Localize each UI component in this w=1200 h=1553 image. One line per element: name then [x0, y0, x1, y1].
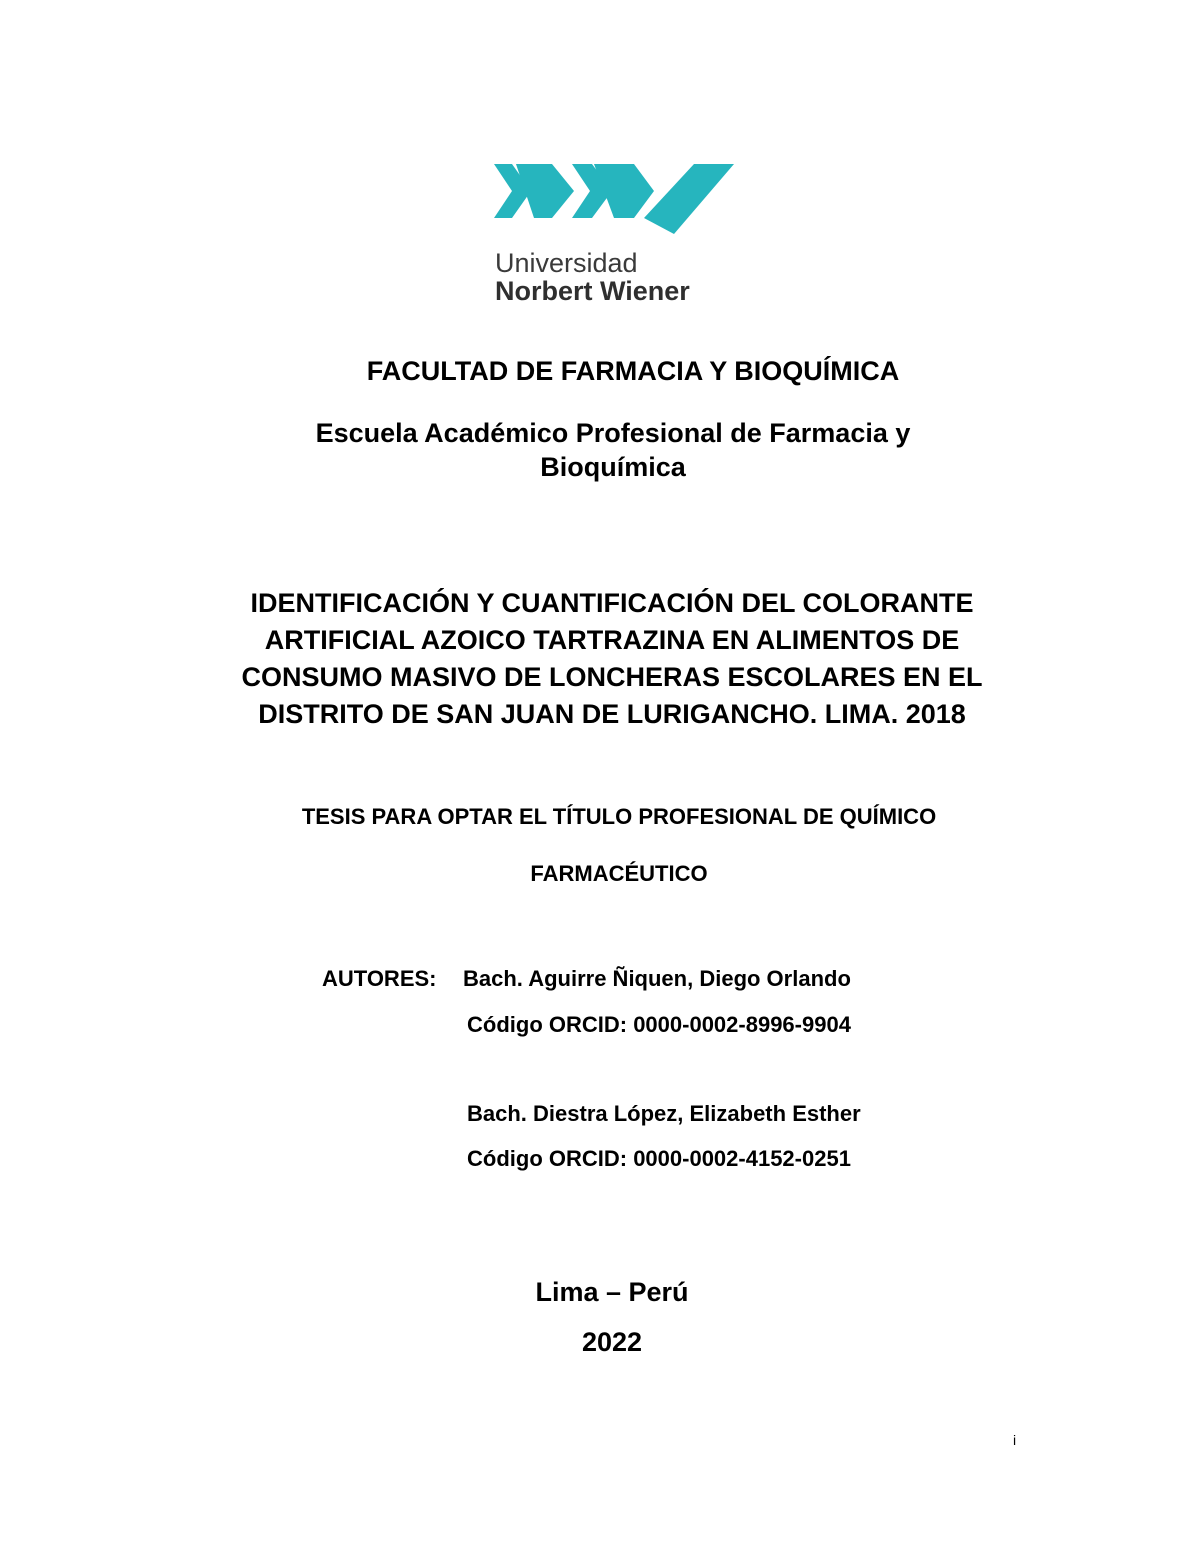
thesis-title	[12, 585, 1200, 733]
author-1-name: Bach. Aguirre Ñiquen, Diego Orlando	[463, 966, 851, 991]
thesis-title-line-3: CONSUMO MASIVO DE LONCHERAS ESCOLARES EN EL	[241, 662, 983, 692]
logo-shape-5	[644, 164, 734, 234]
school-heading	[13, 416, 1200, 484]
year: 2022	[581, 1327, 643, 1357]
authors-label: AUTORES:	[322, 966, 437, 991]
author-1-orcid: Código ORCID: 0000-0002-8996-9904	[467, 1012, 851, 1037]
logo-text-norbert-wiener: Norbert Wiener	[495, 276, 690, 306]
page-number: i	[1013, 1432, 1017, 1448]
university-logo	[474, 134, 751, 319]
faculty-heading: FACULTAD DE FARMACIA Y BIOQUÍMICA	[366, 356, 900, 386]
degree-line-1: TESIS PARA OPTAR EL TÍTULO PROFESIONAL DE QUÍMICO	[301, 804, 937, 829]
logo-graphic	[474, 134, 751, 319]
thesis-title-line-1: IDENTIFICACIÓN Y CUANTIFICACIÓN DEL COLORANTE	[250, 588, 974, 618]
thesis-title-line-4: DISTRITO DE SAN JUAN DE LURIGANCHO. LIMA. 2018	[258, 699, 966, 729]
author-2-orcid: Código ORCID: 0000-0002-4152-0251	[467, 1146, 851, 1171]
logo-text-universidad: Universidad	[495, 248, 638, 278]
place: Lima – Perú	[535, 1277, 689, 1307]
thesis-title-line-2: ARTIFICIAL AZOICO TARTRAZINA EN ALIMENTOS DE	[264, 625, 960, 655]
school-line-2: Bioquímica	[540, 452, 686, 482]
degree-statement	[19, 788, 1200, 902]
degree-line-2: FARMACÉUTICO	[530, 861, 708, 886]
author-2-name: Bach. Diestra López, Elizabeth Esther	[467, 1101, 861, 1126]
school-line-1: Escuela Académico Profesional de Farmacia y	[315, 418, 911, 448]
